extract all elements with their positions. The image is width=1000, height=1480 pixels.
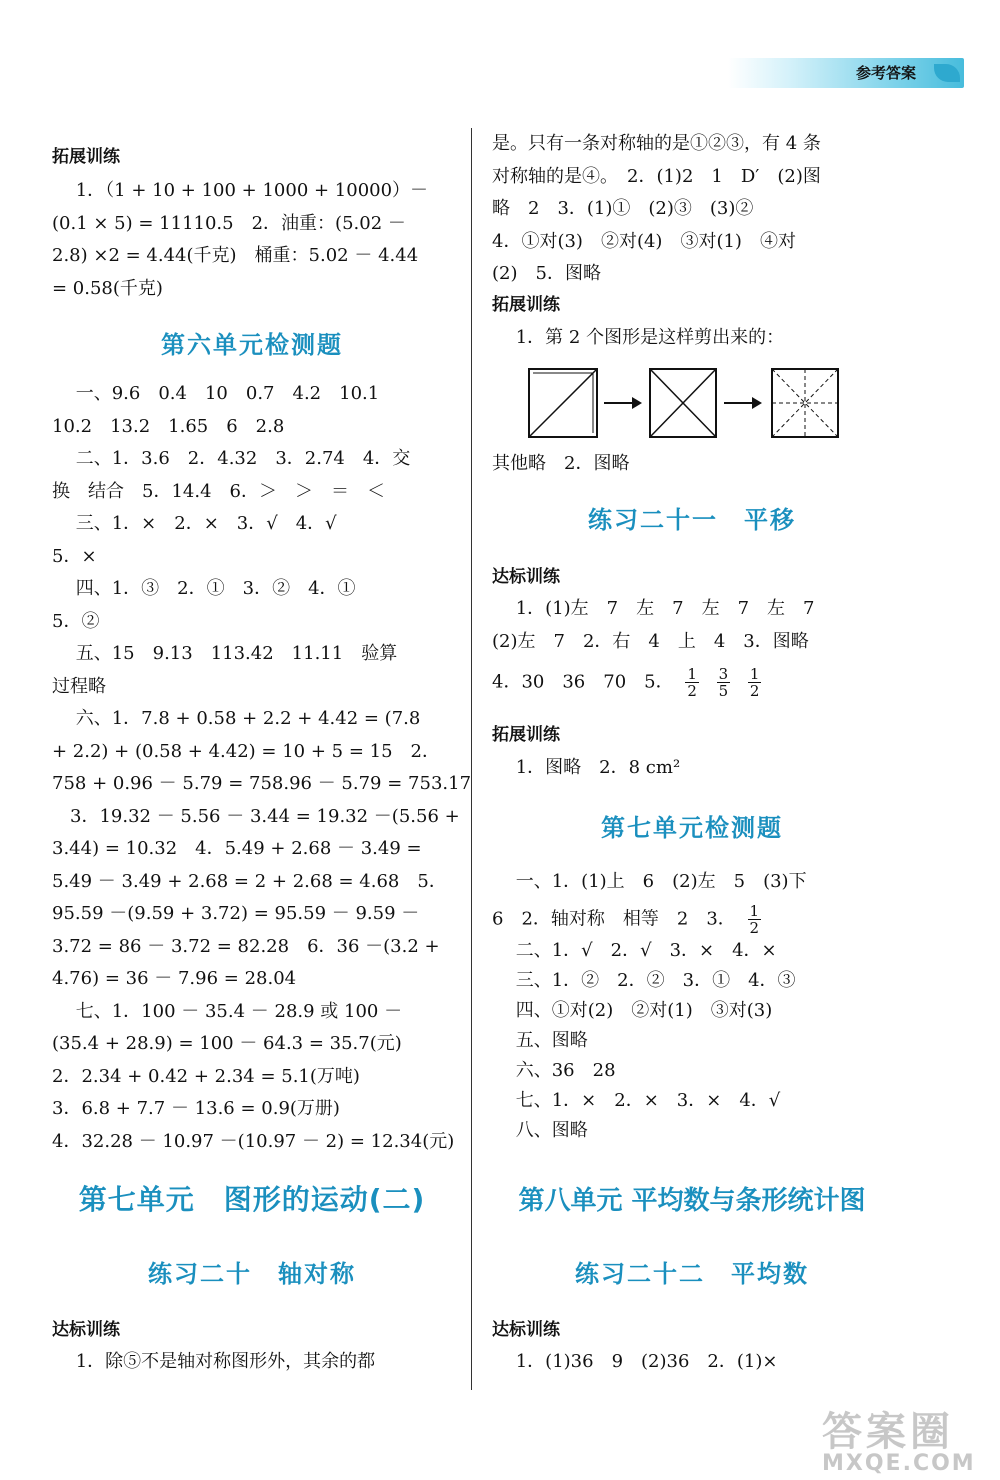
fraction — [685, 666, 699, 699]
unit8-heading: 第八单元 平均数与条形统计图 — [518, 1186, 866, 1216]
numerator: 1 — [687, 665, 697, 683]
text-line: 过程略 — [52, 675, 106, 697]
unit6-test-heading: 第六单元检测题 — [161, 331, 343, 359]
text-line: 1．第 2 个图形是这样剪出来的： — [492, 327, 785, 348]
text-line: 1．（1 + 10 + 100 + 1000 + 10000）－ — [52, 180, 429, 201]
basic-training-label: 达标训练 — [492, 1320, 560, 1340]
unit7-heading: 第七单元 图形的运动(二) — [78, 1183, 426, 1216]
unit7-test-answers — [492, 866, 807, 1146]
text-line: 3.72 = 86 － 3.72 = 82.28 6．36 －(3.2 + — [52, 935, 440, 957]
text-line: = 0.58(千克) — [52, 277, 163, 299]
folded-square-icon — [529, 369, 597, 437]
text-line: 三、1．× 2．× 3．√ 4．√ — [52, 513, 337, 534]
exercise20-heading: 练习二十 轴对称 — [148, 1260, 356, 1288]
text-line: 七、1．100 － 35.4 － 28.9 或 100 － — [52, 1000, 403, 1022]
expand-answers — [52, 175, 428, 305]
text-line: 二、1．√ 2．√ 3．× 4．× — [492, 939, 777, 961]
text-line-with-fractions — [492, 666, 814, 699]
text-line: 1．除⑤不是轴对称图形外，其余的都 — [52, 1351, 376, 1372]
text-line: 七、1．× 2．× 3．× 4．√ — [492, 1089, 781, 1111]
text-line: 略 2 3．(1)① (2)③ (3)② — [492, 198, 754, 219]
arrow-right-icon — [724, 397, 762, 409]
denominator: 2 — [749, 682, 760, 700]
unit7-test-heading: 第七单元检测题 — [601, 814, 783, 842]
text-line: 5．② — [52, 610, 100, 632]
exercise21-heading: 练习二十一 平移 — [588, 506, 796, 534]
text-line: (0.1 × 5) = 11110.5 2．油重：(5.02 － — [52, 212, 406, 234]
fraction — [748, 903, 762, 936]
denominator: 2 — [687, 682, 697, 700]
text-line: 1．图略 2．8 cm² — [492, 757, 681, 778]
text-line: (2)左 7 2．右 4 上 4 3．图略 — [492, 630, 809, 652]
text-line: (35.4 + 28.9) = 100 － 64.3 = 35.7(元) — [52, 1033, 402, 1054]
paper-cutting-figure — [526, 364, 856, 444]
numerator: 1 — [749, 665, 760, 683]
text-line: 3.44) = 10.32 4．5.49 + 2.68 － 3.49 = — [52, 838, 422, 859]
text-line: 对称轴的是④。 2．(1)2 1 D′ (2)图 — [492, 165, 821, 187]
exercise21-answers — [492, 593, 814, 699]
exercise22-answers — [492, 1346, 777, 1379]
unfolded-square-icon — [772, 369, 838, 437]
text-line: 三、1．② 2．② 3．① 4．③ — [492, 969, 796, 991]
watermark-logo-text: 答案圈 — [822, 1409, 954, 1455]
text-segment: 6 2．轴对称 相等 2 3． — [492, 908, 736, 929]
exercise22-heading: 练习二十二 平均数 — [575, 1260, 809, 1288]
column-divider — [471, 128, 472, 1390]
denominator: 5 — [718, 682, 729, 700]
text-line: + 2.2) + (0.58 + 4.42) = 10 + 5 = 15 2． — [52, 740, 440, 762]
numerator: 3 — [718, 665, 729, 683]
fraction — [717, 666, 731, 699]
text-line: 一、1．(1)上 6 (2)左 5 (3)下 — [492, 871, 807, 892]
text-line: 四、①对(2) ②对(1) ③对(3) — [492, 999, 773, 1021]
watermark-url: MXQE.COM — [822, 1451, 976, 1476]
text-line: 四、1．③ 2．① 3．② 4．① — [52, 578, 356, 599]
denominator: 2 — [749, 918, 760, 937]
basic-training-label: 达标训练 — [492, 567, 560, 587]
text-line: 758 + 0.96 － 5.79 = 758.96 － 5.79 = 753.17 — [52, 773, 472, 794]
text-line: 六、36 28 — [492, 1059, 616, 1081]
text-lines — [492, 936, 807, 1146]
text-line: 1．(1)左 7 左 7 左 7 左 7 — [492, 598, 815, 619]
text-line: 4.76) = 36 － 7.96 = 28.04 — [52, 968, 297, 989]
header-tab-label: 参考答案 — [855, 64, 916, 82]
text-line: 5.49 － 3.49 + 2.68 = 2 + 2.68 = 4.68 5． — [52, 870, 447, 892]
leaf-icon — [934, 64, 960, 82]
expand-answer-line — [492, 322, 784, 355]
text-segment: 4．30 36 70 5． — [492, 671, 674, 693]
text-line: 2.8) ×2 = 4.44(千克) 桶重：5.02 － 4.44 — [52, 245, 419, 266]
numerator: 1 — [749, 901, 760, 920]
expand-training-label: 拓展训练 — [492, 725, 560, 745]
text-line: 一、9.6 0.4 10 0.7 4.2 10.1 — [52, 383, 380, 404]
text-line: 2．2.34 + 0.42 + 2.34 = 5.1(万吨) — [52, 1065, 360, 1087]
text-line: 4．①对(3) ②对(4) ③对(1) ④对 — [492, 230, 796, 252]
text-line: 其他略 2．图略 — [492, 453, 630, 474]
expand-training-label: 拓展训练 — [492, 295, 560, 315]
text-line: 95.59 －(9.59 + 3.72) = 95.59 － 9.59 － — [52, 903, 420, 924]
expand-answer-line — [492, 752, 680, 785]
text-line: 换 结合 5．14.4 6．＞ ＞ ＝ ＜ — [52, 480, 385, 502]
text-line: 八、图略 — [492, 1119, 588, 1141]
header-banner — [728, 58, 964, 88]
exercise20-answers — [52, 1346, 375, 1379]
text-line: (2) 5．图略 — [492, 263, 601, 284]
text-line: 3．19.32 － 5.56 － 3.44 = 19.32 －(5.56 + — [52, 805, 460, 827]
text-line: 5．× — [52, 545, 97, 567]
text-line: 4．32.28 － 10.97 －(10.97 － 2) = 12.34(元) — [52, 1130, 455, 1152]
text-line: 五、15 9.13 113.42 11.11 验算 — [52, 643, 398, 664]
watermark — [822, 1400, 976, 1476]
text-line: 五、图略 — [492, 1029, 588, 1051]
exercise20-answers-cont — [492, 128, 821, 291]
basic-training-label: 达标训练 — [52, 1320, 120, 1340]
text-line: 1．(1)36 9 (2)36 2．(1)× — [492, 1351, 778, 1372]
fraction — [748, 666, 762, 699]
arrow-right-icon — [604, 397, 642, 409]
expand-training-label: 拓展训练 — [52, 147, 120, 167]
expand-answer-line — [492, 448, 629, 481]
text-line: 六、1．7.8 + 0.58 + 2.2 + 4.42 = (7.8 — [52, 708, 421, 729]
text-line: 10.2 13.2 1.65 6 2.8 — [52, 415, 285, 437]
text-line-with-fraction — [492, 903, 807, 936]
text-line: 是。只有一条对称轴的是①②③，有 4 条 — [492, 133, 821, 154]
diagonal-cut-square-icon — [650, 369, 716, 437]
unit6-answers — [52, 378, 471, 1158]
text-line: 二、1．3.6 2．4.32 3．2.74 4．交 — [52, 448, 411, 469]
text-line: 3．6.8 + 7.7 － 13.6 = 0.9(万册) — [52, 1098, 340, 1119]
